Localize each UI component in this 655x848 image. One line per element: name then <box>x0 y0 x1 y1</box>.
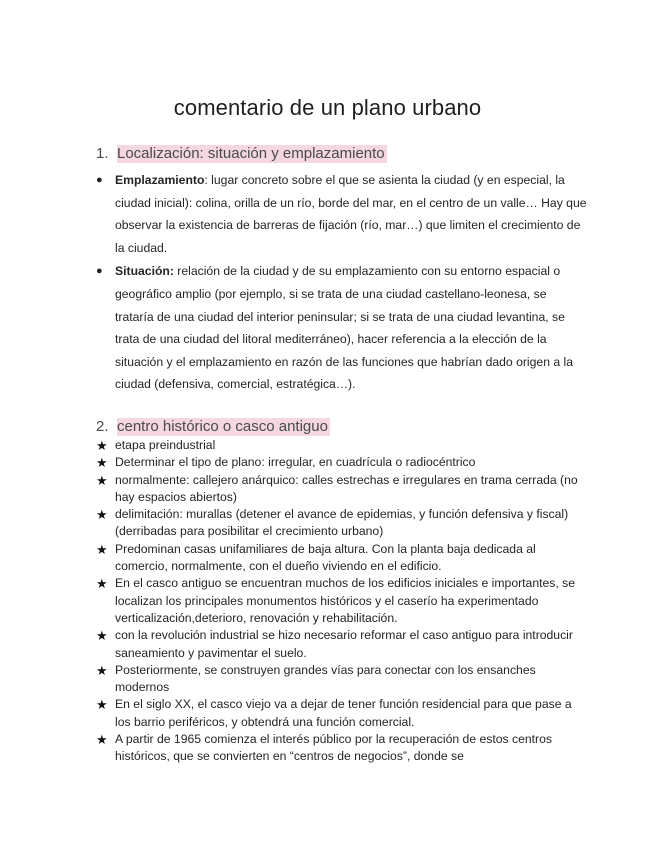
bullet-dot-icon: ● <box>96 265 103 278</box>
list-item <box>96 506 588 541</box>
section-number: 2. <box>96 418 109 435</box>
list-item <box>96 454 588 471</box>
term-label: Situación: <box>115 264 174 279</box>
item-text: Posteriormente, se construyen grandes vías para conectar con los ensanches modernos <box>115 662 536 695</box>
item-text: A partir de 1965 comienza el interés público por la recuperación de estos centros históricos, que se convierten en “centros de negocios”, donde se <box>115 732 552 764</box>
list-item <box>96 472 588 507</box>
item-text: normalmente: callejero anárquico: calles estrechas e irregulares en trama cerrada (no hay espacios abiertos) <box>115 472 578 504</box>
list-item <box>96 260 588 396</box>
star-bullet-icon: ★ <box>96 507 108 523</box>
star-bullet-icon: ★ <box>96 628 108 644</box>
list-item <box>96 169 588 259</box>
list-item <box>96 696 588 731</box>
centro-historico-list <box>96 437 588 766</box>
section-number: 1. <box>96 145 109 162</box>
star-bullet-icon: ★ <box>96 732 108 748</box>
item-text: etapa preindustrial <box>115 438 216 452</box>
item-text: En el casco antiguo se encuentran muchos de los edificios iniciales e importantes, se localizan los principales monumentos históricos y el caserío ha experimentado verticalización,deterioro, renovación y rehabilitación. <box>115 576 575 625</box>
star-bullet-icon: ★ <box>96 697 108 713</box>
item-text: En el siglo XX, el casco viejo va a dejar de tener función residencial para que pase a los barrio periféricos, y obtendrá una función comercial. <box>115 697 572 729</box>
section-heading-text: centro histórico o casco antiguo <box>117 418 328 435</box>
bullet-dot-icon: ● <box>96 174 103 186</box>
list-item <box>96 575 588 627</box>
star-bullet-icon: ★ <box>96 576 108 592</box>
item-text: : lugar concreto sobre el que se asienta la ciudad (y en especial, la ciudad inicial): colina, orilla de un río, borde del mar, en el centro de un valle… Hay que observar la existencia de barreras de fijación (río, mar…) que limiten el crecimiento de la ciudad. <box>115 173 587 255</box>
item-text: Determinar el tipo de plano: irregular, en cuadrícula o radiocéntrico <box>115 455 476 470</box>
star-bullet-icon: ★ <box>96 662 108 678</box>
star-bullet-icon: ★ <box>96 438 108 453</box>
star-bullet-icon: ★ <box>96 472 108 488</box>
section-heading-localizacion <box>96 143 387 165</box>
star-bullet-icon: ★ <box>96 455 108 471</box>
section-heading-centro-historico <box>96 416 330 438</box>
list-item <box>96 627 588 662</box>
term-label: Emplazamiento <box>115 173 205 187</box>
item-text: con la revolución industrial se hizo necesario reformar el caso antiguo para introducir saneamiento y pavimentar el suelo. <box>115 628 573 660</box>
item-text: relación de la ciudad y de su emplazamiento con su entorno espacial o geográfico amplio (por ejemplo, si se trata de una ciudad castellano-leonesa, se trataría de una ciudad del interior peninsular; si se trata de una ciudad levantina, se trata de una ciudad del litoral mediterráneo), hacer referencia a la elección de la situación y el emplazamiento en razón de las funciones que habrían dado origen a la ciudad (defensiva, comercial, estratégica…). <box>115 264 574 392</box>
star-bullet-icon: ★ <box>96 541 108 557</box>
list-item <box>96 662 588 697</box>
section-heading-text: Localización: situación y emplazamiento <box>117 145 385 162</box>
document-title: comentario de un plano urbano <box>173 95 482 120</box>
list-item <box>96 541 588 576</box>
list-item <box>96 731 588 766</box>
item-text: Predominan casas unifamiliares de baja altura. Con la planta baja dedicada al comercio, normalmente, con el dueño viviendo en el edificio. <box>115 541 536 574</box>
localizacion-list <box>96 169 588 397</box>
item-text: delimitación: murallas (detener el avance de epidemias, y función defensiva y fiscal) (derribadas para posibilitar el crecimiento urbano) <box>115 507 569 539</box>
list-item <box>96 437 588 454</box>
